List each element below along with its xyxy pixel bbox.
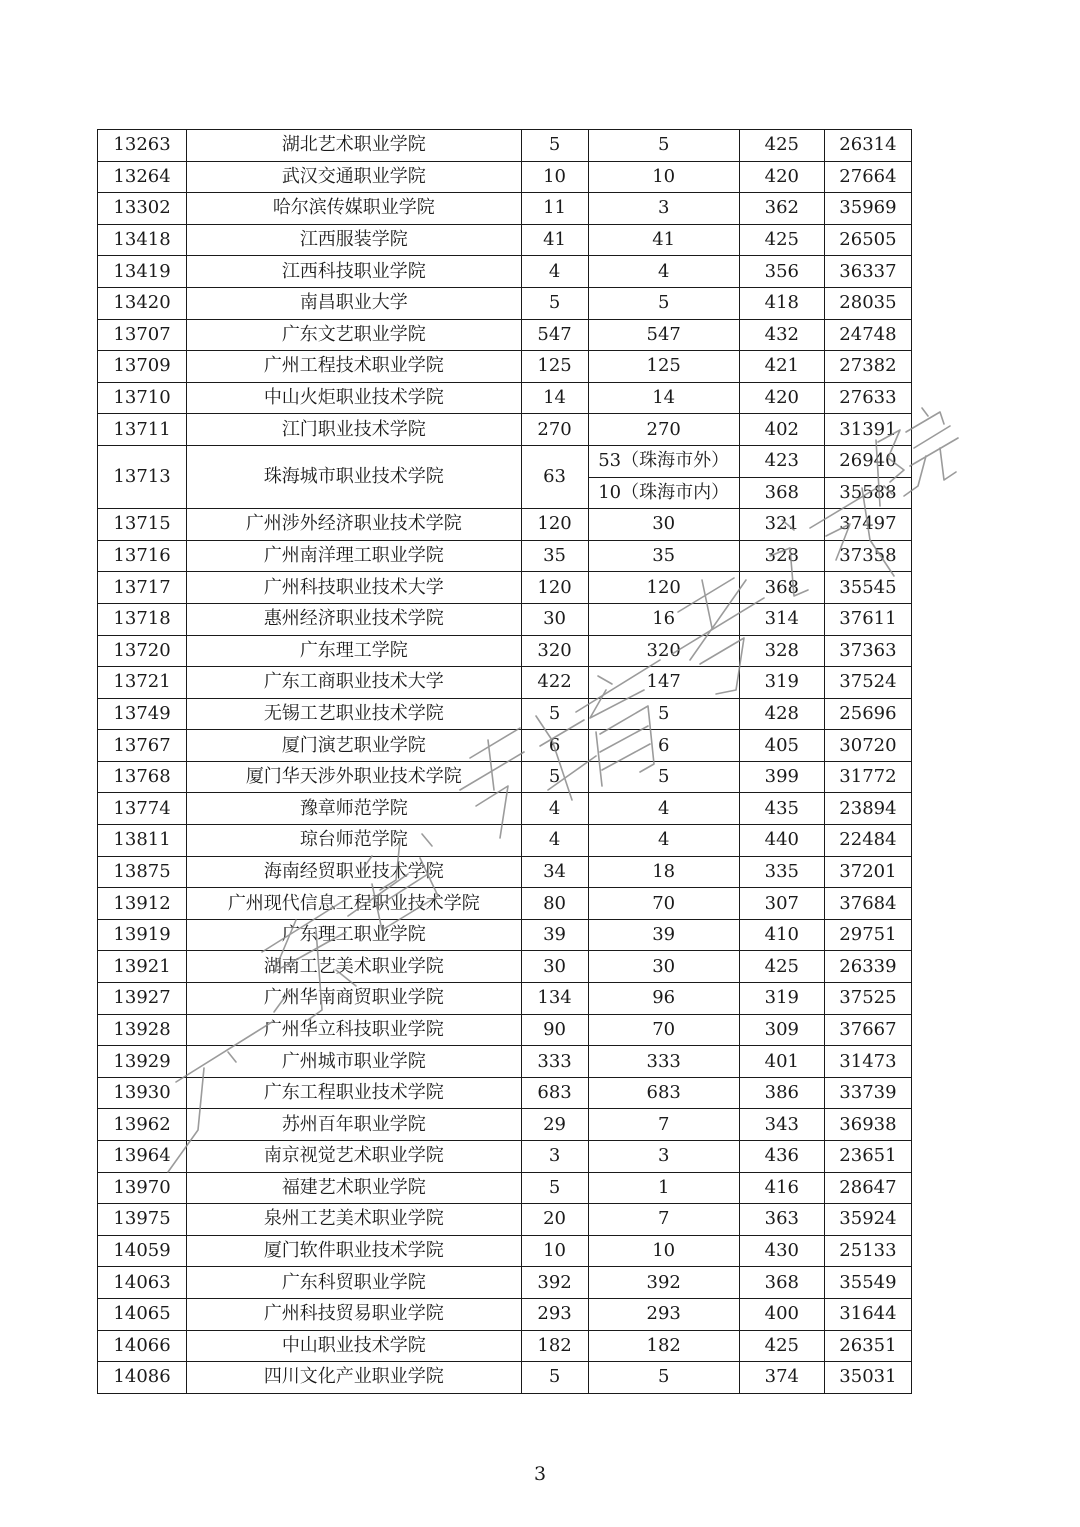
min-score-cell: 328 — [739, 540, 824, 572]
institution-code-cell: 13970 — [98, 1172, 187, 1204]
quota-cell: 1 — [588, 1172, 739, 1204]
min-score-cell: 421 — [739, 351, 824, 383]
institution-name-cell: 广州城市职业学院 — [187, 1046, 521, 1078]
institution-code-cell: 13709 — [98, 351, 187, 383]
table-row — [98, 1141, 912, 1173]
min-rank-cell: 33739 — [824, 1077, 911, 1109]
plan-count-cell: 30 — [521, 951, 588, 983]
plan-count-cell: 5 — [521, 698, 588, 730]
institution-name-cell: 泉州工艺美术职业学院 — [187, 1204, 521, 1236]
institution-name-cell: 广州南洋理工职业学院 — [187, 540, 521, 572]
plan-count-cell: 34 — [521, 856, 588, 888]
institution-code-cell: 13875 — [98, 856, 187, 888]
min-score-cell: 368 — [739, 1267, 824, 1299]
min-score-cell: 430 — [739, 1235, 824, 1267]
institution-code-cell: 13975 — [98, 1204, 187, 1236]
institution-name-cell: 中山职业技术学院 — [187, 1330, 521, 1362]
quota-cell: 683 — [588, 1077, 739, 1109]
institution-name-cell: 福建艺术职业学院 — [187, 1172, 521, 1204]
min-score-cell: 405 — [739, 730, 824, 762]
plan-count-cell: 120 — [521, 572, 588, 604]
table-row — [98, 1172, 912, 1204]
institution-name-cell: 广东理工学院 — [187, 635, 521, 667]
min-score-cell: 368 — [739, 477, 824, 509]
quota-cell: 35 — [588, 540, 739, 572]
table-row — [98, 730, 912, 762]
min-score-cell: 319 — [739, 667, 824, 699]
min-score-cell: 374 — [739, 1362, 824, 1394]
table-row — [98, 287, 912, 319]
plan-count-cell: 11 — [521, 193, 588, 225]
min-rank-cell: 26351 — [824, 1330, 911, 1362]
min-rank-cell: 37497 — [824, 509, 911, 541]
min-rank-cell: 31644 — [824, 1298, 911, 1330]
institution-code-cell: 13711 — [98, 414, 187, 446]
min-score-cell: 428 — [739, 698, 824, 730]
quota-cell: 53（珠海市外） — [588, 445, 739, 477]
institution-code-cell: 13717 — [98, 572, 187, 604]
quota-cell: 14 — [588, 382, 739, 414]
institution-name-cell: 广东工程职业技术学院 — [187, 1077, 521, 1109]
institution-code-cell: 13962 — [98, 1109, 187, 1141]
min-score-cell: 416 — [739, 1172, 824, 1204]
min-rank-cell: 24748 — [824, 319, 911, 351]
table-row — [98, 256, 912, 288]
institution-name-cell: 珠海城市职业技术学院 — [187, 445, 521, 508]
min-rank-cell: 36337 — [824, 256, 911, 288]
min-score-cell: 343 — [739, 1109, 824, 1141]
institution-code-cell: 14063 — [98, 1267, 187, 1299]
table-row — [98, 414, 912, 446]
table-row — [98, 603, 912, 635]
institution-code-cell: 13929 — [98, 1046, 187, 1078]
institution-name-cell: 厦门演艺职业学院 — [187, 730, 521, 762]
table-row — [98, 793, 912, 825]
plan-count-cell: 14 — [521, 382, 588, 414]
institution-code-cell: 13718 — [98, 603, 187, 635]
table-row — [98, 161, 912, 193]
institution-name-cell: 江西科技职业学院 — [187, 256, 521, 288]
table-row — [98, 951, 912, 983]
table-row — [98, 1298, 912, 1330]
plan-count-cell: 4 — [521, 793, 588, 825]
min-rank-cell: 37525 — [824, 983, 911, 1015]
min-rank-cell: 35545 — [824, 572, 911, 604]
institution-code-cell: 13928 — [98, 1014, 187, 1046]
plan-count-cell: 293 — [521, 1298, 588, 1330]
table-row — [98, 445, 912, 477]
quota-cell: 5 — [588, 761, 739, 793]
institution-code-cell: 13713 — [98, 445, 187, 508]
institution-name-cell: 武汉交通职业学院 — [187, 161, 521, 193]
quota-cell: 182 — [588, 1330, 739, 1362]
min-score-cell: 440 — [739, 825, 824, 857]
min-score-cell: 410 — [739, 919, 824, 951]
quota-cell: 547 — [588, 319, 739, 351]
institution-code-cell: 13302 — [98, 193, 187, 225]
institution-name-cell: 广东理工职业学院 — [187, 919, 521, 951]
institution-name-cell: 琼台师范学院 — [187, 825, 521, 857]
min-rank-cell: 29751 — [824, 919, 911, 951]
min-rank-cell: 35549 — [824, 1267, 911, 1299]
plan-count-cell: 333 — [521, 1046, 588, 1078]
min-rank-cell: 25133 — [824, 1235, 911, 1267]
plan-count-cell: 320 — [521, 635, 588, 667]
plan-count-cell: 182 — [521, 1330, 588, 1362]
min-rank-cell: 35969 — [824, 193, 911, 225]
plan-count-cell: 4 — [521, 825, 588, 857]
min-score-cell: 425 — [739, 951, 824, 983]
institution-code-cell: 14086 — [98, 1362, 187, 1394]
plan-count-cell: 29 — [521, 1109, 588, 1141]
institution-name-cell: 惠州经济职业技术学院 — [187, 603, 521, 635]
table-row — [98, 1204, 912, 1236]
table-row — [98, 888, 912, 920]
institution-name-cell: 苏州百年职业学院 — [187, 1109, 521, 1141]
min-score-cell: 363 — [739, 1204, 824, 1236]
min-score-cell: 423 — [739, 445, 824, 477]
quota-cell: 6 — [588, 730, 739, 762]
min-rank-cell: 37358 — [824, 540, 911, 572]
institution-code-cell: 14065 — [98, 1298, 187, 1330]
quota-cell: 16 — [588, 603, 739, 635]
institution-code-cell: 13749 — [98, 698, 187, 730]
institution-name-cell: 湖南工艺美术职业学院 — [187, 951, 521, 983]
institution-code-cell: 13919 — [98, 919, 187, 951]
quota-cell: 147 — [588, 667, 739, 699]
min-score-cell: 335 — [739, 856, 824, 888]
quota-cell: 4 — [588, 793, 739, 825]
min-rank-cell: 31772 — [824, 761, 911, 793]
min-rank-cell: 26339 — [824, 951, 911, 983]
table-row — [98, 540, 912, 572]
institution-name-cell: 海南经贸职业技术学院 — [187, 856, 521, 888]
institution-code-cell: 13964 — [98, 1141, 187, 1173]
table-row — [98, 1046, 912, 1078]
min-rank-cell: 37201 — [824, 856, 911, 888]
quota-cell: 4 — [588, 256, 739, 288]
min-rank-cell: 36938 — [824, 1109, 911, 1141]
min-rank-cell: 26314 — [824, 130, 911, 162]
plan-count-cell: 5 — [521, 1362, 588, 1394]
institution-name-cell: 厦门软件职业技术学院 — [187, 1235, 521, 1267]
institution-code-cell: 13912 — [98, 888, 187, 920]
quota-cell: 30 — [588, 509, 739, 541]
min-rank-cell: 26505 — [824, 224, 911, 256]
institution-code-cell: 13420 — [98, 287, 187, 319]
min-score-cell: 420 — [739, 161, 824, 193]
table-row — [98, 572, 912, 604]
plan-count-cell: 5 — [521, 130, 588, 162]
admissions-table-body — [98, 130, 912, 1394]
plan-count-cell: 125 — [521, 351, 588, 383]
table-row — [98, 1077, 912, 1109]
quota-cell: 3 — [588, 193, 739, 225]
min-score-cell: 386 — [739, 1077, 824, 1109]
plan-count-cell: 3 — [521, 1141, 588, 1173]
min-rank-cell: 35588 — [824, 477, 911, 509]
min-score-cell: 425 — [739, 130, 824, 162]
table-row — [98, 193, 912, 225]
page-number: 3 — [533, 1463, 547, 1485]
quota-cell: 70 — [588, 1014, 739, 1046]
institution-name-cell: 广东工商职业技术大学 — [187, 667, 521, 699]
min-score-cell: 314 — [739, 603, 824, 635]
min-rank-cell: 22484 — [824, 825, 911, 857]
institution-name-cell: 厦门华天涉外职业技术学院 — [187, 761, 521, 793]
institution-name-cell: 豫章师范学院 — [187, 793, 521, 825]
min-rank-cell: 27664 — [824, 161, 911, 193]
institution-name-cell: 广州科技职业技术大学 — [187, 572, 521, 604]
institution-name-cell: 哈尔滨传媒职业学院 — [187, 193, 521, 225]
quota-cell: 10 — [588, 161, 739, 193]
institution-code-cell: 13263 — [98, 130, 187, 162]
institution-name-cell: 广州科技贸易职业学院 — [187, 1298, 521, 1330]
quota-cell: 96 — [588, 983, 739, 1015]
quota-cell: 7 — [588, 1109, 739, 1141]
quota-cell: 39 — [588, 919, 739, 951]
table-row — [98, 130, 912, 162]
quota-cell: 5 — [588, 1362, 739, 1394]
institution-name-cell: 广东科贸职业学院 — [187, 1267, 521, 1299]
quota-cell: 30 — [588, 951, 739, 983]
quota-cell: 5 — [588, 130, 739, 162]
plan-count-cell: 392 — [521, 1267, 588, 1299]
institution-code-cell: 13767 — [98, 730, 187, 762]
institution-code-cell: 13927 — [98, 983, 187, 1015]
table-row — [98, 856, 912, 888]
institution-name-cell: 广州华立科技职业学院 — [187, 1014, 521, 1046]
min-score-cell: 401 — [739, 1046, 824, 1078]
min-rank-cell: 37363 — [824, 635, 911, 667]
min-score-cell: 321 — [739, 509, 824, 541]
min-rank-cell: 31391 — [824, 414, 911, 446]
quota-cell: 3 — [588, 1141, 739, 1173]
min-score-cell: 435 — [739, 793, 824, 825]
plan-count-cell: 35 — [521, 540, 588, 572]
table-row — [98, 667, 912, 699]
institution-code-cell: 13710 — [98, 382, 187, 414]
plan-count-cell: 5 — [521, 761, 588, 793]
table-row — [98, 983, 912, 1015]
min-rank-cell: 27633 — [824, 382, 911, 414]
plan-count-cell: 90 — [521, 1014, 588, 1046]
min-score-cell: 307 — [739, 888, 824, 920]
min-score-cell: 436 — [739, 1141, 824, 1173]
institution-code-cell: 13930 — [98, 1077, 187, 1109]
min-rank-cell: 28647 — [824, 1172, 911, 1204]
institution-name-cell: 南昌职业大学 — [187, 287, 521, 319]
table-row — [98, 351, 912, 383]
min-rank-cell: 28035 — [824, 287, 911, 319]
min-score-cell: 418 — [739, 287, 824, 319]
min-score-cell: 309 — [739, 1014, 824, 1046]
min-rank-cell: 35031 — [824, 1362, 911, 1394]
institution-code-cell: 13768 — [98, 761, 187, 793]
institution-code-cell: 13716 — [98, 540, 187, 572]
institution-code-cell: 14066 — [98, 1330, 187, 1362]
plan-count-cell: 270 — [521, 414, 588, 446]
quota-cell: 293 — [588, 1298, 739, 1330]
min-score-cell: 368 — [739, 572, 824, 604]
min-rank-cell: 25696 — [824, 698, 911, 730]
quota-cell: 70 — [588, 888, 739, 920]
table-row — [98, 761, 912, 793]
plan-count-cell: 80 — [521, 888, 588, 920]
quota-cell: 10 — [588, 1235, 739, 1267]
min-score-cell: 319 — [739, 983, 824, 1015]
institution-name-cell: 广州工程技术职业学院 — [187, 351, 521, 383]
institution-name-cell: 广州现代信息工程职业技术学院 — [187, 888, 521, 920]
table-row — [98, 224, 912, 256]
plan-count-cell: 547 — [521, 319, 588, 351]
institution-code-cell: 13721 — [98, 667, 187, 699]
plan-count-cell: 5 — [521, 287, 588, 319]
institution-code-cell: 13707 — [98, 319, 187, 351]
min-score-cell: 399 — [739, 761, 824, 793]
institution-name-cell: 湖北艺术职业学院 — [187, 130, 521, 162]
table-row — [98, 919, 912, 951]
min-rank-cell: 23894 — [824, 793, 911, 825]
institution-name-cell: 四川文化产业职业学院 — [187, 1362, 521, 1394]
table-row — [98, 1267, 912, 1299]
min-rank-cell: 26940 — [824, 445, 911, 477]
quota-cell: 10（珠海市内） — [588, 477, 739, 509]
quota-cell: 333 — [588, 1046, 739, 1078]
table-row — [98, 1235, 912, 1267]
admissions-table — [97, 129, 912, 1394]
min-rank-cell: 37667 — [824, 1014, 911, 1046]
plan-count-cell: 6 — [521, 730, 588, 762]
institution-code-cell: 14059 — [98, 1235, 187, 1267]
min-score-cell: 400 — [739, 1298, 824, 1330]
plan-count-cell: 422 — [521, 667, 588, 699]
institution-name-cell: 广州涉外经济职业技术学院 — [187, 509, 521, 541]
min-score-cell: 402 — [739, 414, 824, 446]
table-row — [98, 825, 912, 857]
quota-cell: 5 — [588, 287, 739, 319]
institution-code-cell: 13264 — [98, 161, 187, 193]
institution-code-cell: 13811 — [98, 825, 187, 857]
plan-count-cell: 5 — [521, 1172, 588, 1204]
institution-code-cell: 13720 — [98, 635, 187, 667]
plan-count-cell: 10 — [521, 161, 588, 193]
quota-cell: 18 — [588, 856, 739, 888]
min-score-cell: 425 — [739, 224, 824, 256]
institution-code-cell: 13715 — [98, 509, 187, 541]
plan-count-cell: 120 — [521, 509, 588, 541]
min-rank-cell: 31473 — [824, 1046, 911, 1078]
min-score-cell: 328 — [739, 635, 824, 667]
quota-cell: 320 — [588, 635, 739, 667]
min-score-cell: 420 — [739, 382, 824, 414]
table-row — [98, 382, 912, 414]
plan-count-cell: 63 — [521, 445, 588, 508]
institution-name-cell: 南京视觉艺术职业学院 — [187, 1141, 521, 1173]
plan-count-cell: 4 — [521, 256, 588, 288]
institution-name-cell: 江西服装学院 — [187, 224, 521, 256]
institution-name-cell: 中山火炬职业技术学院 — [187, 382, 521, 414]
quota-cell: 7 — [588, 1204, 739, 1236]
table-row — [98, 635, 912, 667]
min-score-cell: 356 — [739, 256, 824, 288]
min-score-cell: 362 — [739, 193, 824, 225]
table-row — [98, 1362, 912, 1394]
min-score-cell: 425 — [739, 1330, 824, 1362]
quota-cell: 270 — [588, 414, 739, 446]
plan-count-cell: 39 — [521, 919, 588, 951]
min-rank-cell: 30720 — [824, 730, 911, 762]
plan-count-cell: 30 — [521, 603, 588, 635]
min-score-cell: 432 — [739, 319, 824, 351]
plan-count-cell: 41 — [521, 224, 588, 256]
institution-code-cell: 13419 — [98, 256, 187, 288]
quota-cell: 41 — [588, 224, 739, 256]
table-row — [98, 1330, 912, 1362]
table-row — [98, 509, 912, 541]
min-rank-cell: 37684 — [824, 888, 911, 920]
min-rank-cell: 27382 — [824, 351, 911, 383]
min-rank-cell: 23651 — [824, 1141, 911, 1173]
quota-cell: 125 — [588, 351, 739, 383]
table-row — [98, 698, 912, 730]
quota-cell: 392 — [588, 1267, 739, 1299]
min-rank-cell: 37524 — [824, 667, 911, 699]
institution-code-cell: 13921 — [98, 951, 187, 983]
institution-name-cell: 广东文艺职业学院 — [187, 319, 521, 351]
institution-name-cell: 江门职业技术学院 — [187, 414, 521, 446]
quota-cell: 5 — [588, 698, 739, 730]
institution-code-cell: 13774 — [98, 793, 187, 825]
institution-name-cell: 无锡工艺职业技术学院 — [187, 698, 521, 730]
quota-cell: 4 — [588, 825, 739, 857]
table-row — [98, 319, 912, 351]
table-row — [98, 1014, 912, 1046]
min-rank-cell: 37611 — [824, 603, 911, 635]
plan-count-cell: 20 — [521, 1204, 588, 1236]
institution-code-cell: 13418 — [98, 224, 187, 256]
min-rank-cell: 35924 — [824, 1204, 911, 1236]
plan-count-cell: 10 — [521, 1235, 588, 1267]
plan-count-cell: 134 — [521, 983, 588, 1015]
institution-name-cell: 广州华南商贸职业学院 — [187, 983, 521, 1015]
table-row — [98, 1109, 912, 1141]
quota-cell: 120 — [588, 572, 739, 604]
plan-count-cell: 683 — [521, 1077, 588, 1109]
